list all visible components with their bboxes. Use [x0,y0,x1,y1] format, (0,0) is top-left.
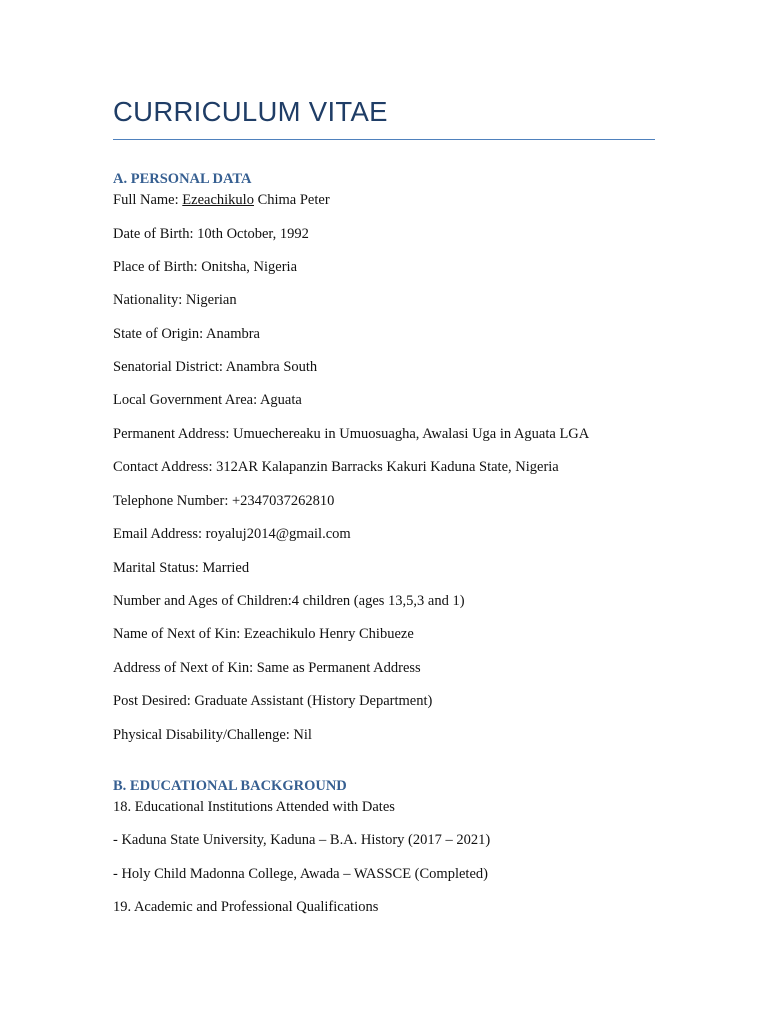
next-of-kin-address-line: Address of Next of Kin: Same as Permanent Address [113,660,421,676]
next-of-kin-name-line: Name of Next of Kin: Ezeachikulo Henry Chibueze [113,626,414,642]
given-names-text: Chima Peter [253,192,330,208]
date-of-birth-line: Date of Birth: 10th October, 1992 [113,226,309,242]
state-of-origin-line: State of Origin: Anambra [113,326,260,342]
full-name-line [113,192,330,209]
place-of-birth-line: Place of Birth: Onitsha, Nigeria [113,259,298,275]
permanent-address-line: Permanent Address: Umuechereaku in Umuosuagha, Awalasi Uga in Aguata LGA [113,426,590,442]
local-government-area-line: Local Government Area: Aguata [113,392,302,408]
document-title: CURRICULUM VITAE [113,96,388,127]
qualifications-line: 19. Academic and Professional Qualifications [113,899,379,915]
telephone-number-line: Telephone Number: +2347037262810 [113,493,335,509]
email-address-line: Email Address: royaluj2014@gmail.com [113,526,351,542]
surname-text: Ezeachikulo [182,192,254,208]
section-heading-educational-background: B. EDUCATIONAL BACKGROUND [113,778,347,794]
title-divider [113,139,655,140]
section-heading-personal-data: A. PERSONAL DATA [113,171,252,187]
children-line: Number and Ages of Children:4 children (ages 13,5,3 and 1) [113,593,465,609]
college-entry-line: - Holy Child Madonna College, Awada – WASSCE (Completed) [113,866,488,882]
full-name-label: Full Name: [113,192,183,208]
marital-status-line: Marital Status: Married [113,560,250,576]
institutions-attended-line: 18. Educational Institutions Attended with Dates [113,799,395,815]
senatorial-district-line: Senatorial District: Anambra South [113,359,318,375]
disability-line: Physical Disability/Challenge: Nil [113,727,312,743]
university-entry-line: - Kaduna State University, Kaduna – B.A. History (2017 – 2021) [113,832,491,848]
post-desired-line: Post Desired: Graduate Assistant (History Department) [113,693,433,709]
contact-address-line: Contact Address: 312AR Kalapanzin Barracks Kakuri Kaduna State, Nigeria [113,459,559,475]
nationality-line: Nationality: Nigerian [113,292,237,308]
